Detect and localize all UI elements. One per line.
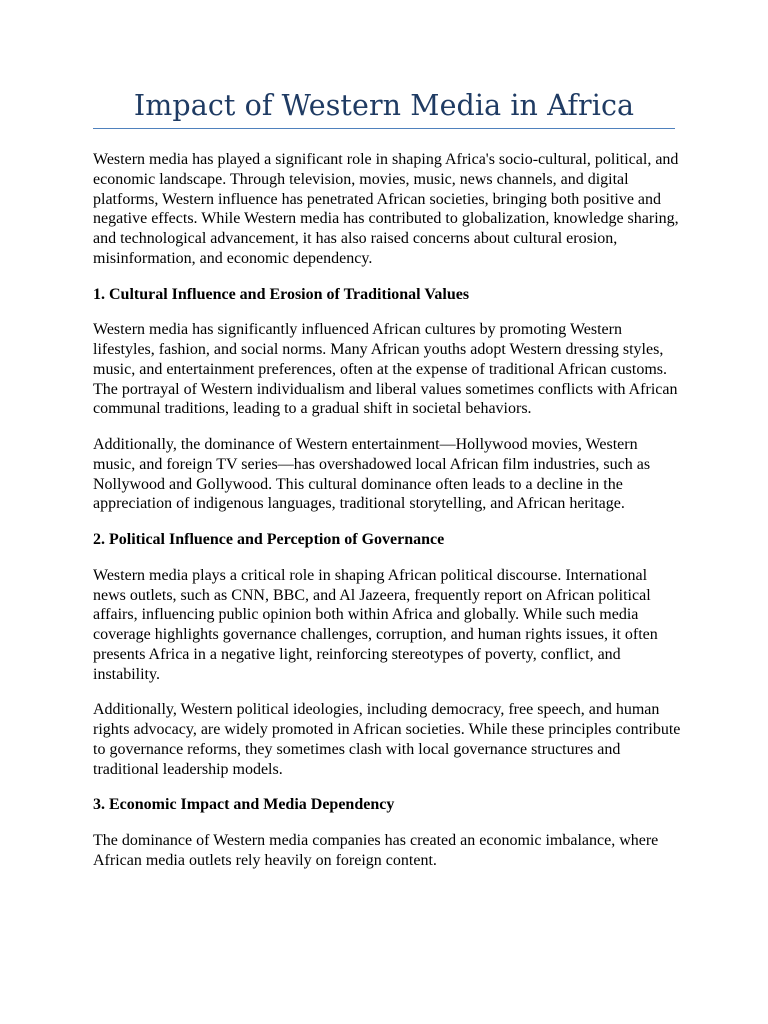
section-paragraph: Western media has significantly influenced African cultures by promoting Western lifestyles, fashion, and social norms. Many African youths adopt Western dressing styles, music, and entertainment preferences, often at the expense of traditional African customs. The portrayal of Western individualism and liberal values sometimes conflicts with African communal traditions, leading to a gradual shift in societal behaviors. (93, 321, 678, 418)
section-paragraph: Additionally, the dominance of Western entertainment—Hollywood movies, Western music, and foreign TV series—has overshadowed local African film industries, such as Nollywood and Gollywood. This cultural dominance often leads to a decline in the appreciation of indigenous languages, traditional storytelling, and African heritage. (93, 436, 651, 513)
section-heading-cultural: 1. Cultural Influence and Erosion of Traditional Values (93, 285, 470, 303)
section-heading-economic: 3. Economic Impact and Media Dependency (93, 796, 395, 814)
title-underline (93, 128, 675, 129)
section-heading-political: 2. Political Influence and Perception of Governance (93, 531, 445, 548)
intro-paragraph: Western media has played a significant role in shaping Africa's socio-cultural, political, and economic landscape. Through television, movies, music, news channels, and digital platforms, Western influence has penetrated African societies, bringing both positive and negative effects. While Western media has contributed to globalization, knowledge sharing, and technological advancement, it has also raised concerns about cultural erosion, misinformation, and economic dependency. (93, 151, 679, 267)
document-body (93, 150, 683, 871)
section-paragraph: Additionally, Western political ideologies, including democracy, free speech, and human rights advocacy, are widely promoted in African societies. While these principles contribute to governance reforms, they sometimes clash with local governance structures and traditional leadership models. (93, 701, 681, 778)
section-paragraph: The dominance of Western media companies has created an economic imbalance, where African media outlets rely heavily on foreign content. (93, 832, 659, 869)
section-paragraph: Western media plays a critical role in shaping African political discourse. International news outlets, such as CNN, BBC, and Al Jazeera, frequently report on African political affairs, influencing public opinion both within Africa and globally. While such media coverage highlights governance challenges, corruption, and human rights issues, it often presents Africa in a negative light, reinforcing stereotypes of poverty, conflict, and instability. (93, 566, 658, 683)
document-title: Impact of Western Media in Africa (133, 89, 635, 122)
